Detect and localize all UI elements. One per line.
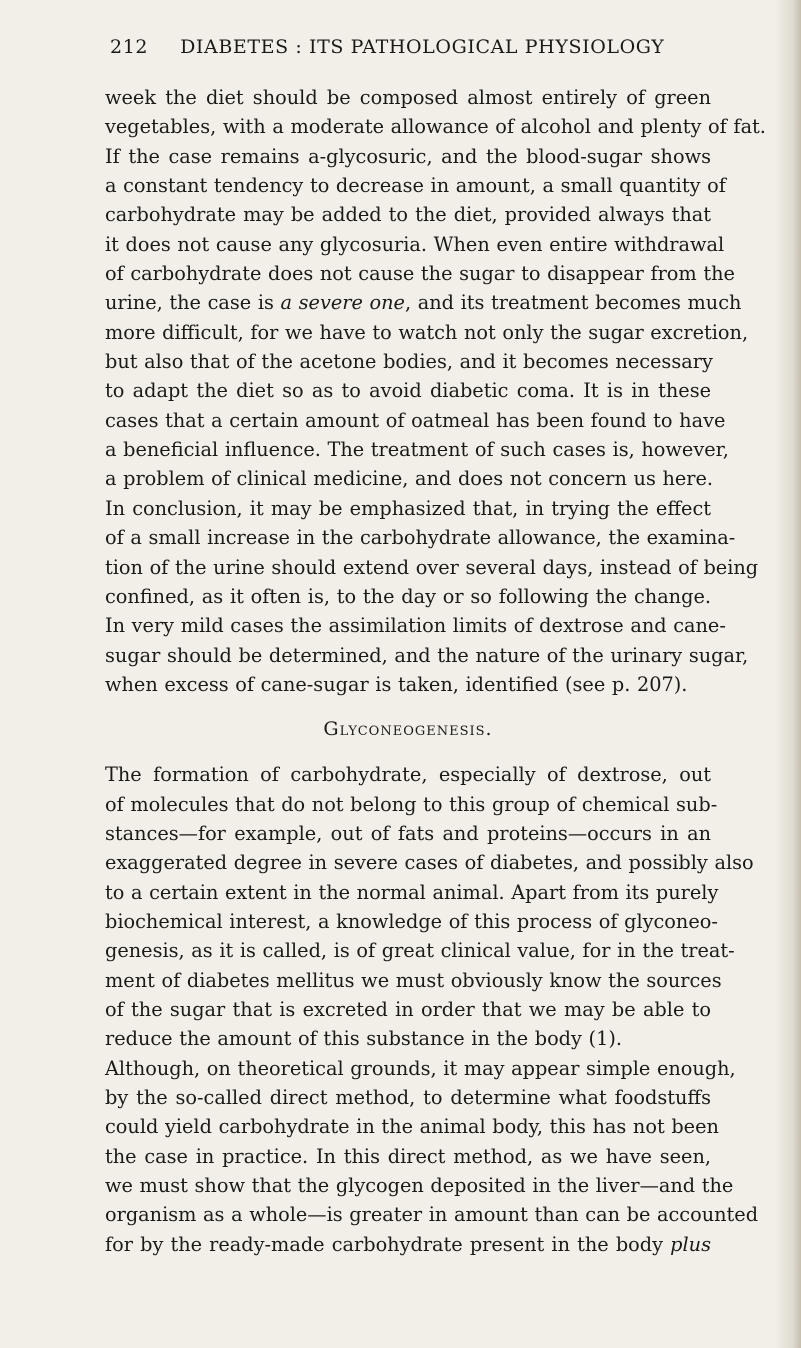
italic-text: plus — [670, 1232, 711, 1256]
running-header — [110, 36, 710, 58]
text-line — [105, 288, 742, 317]
text-line: tion of the urine should extend over several days, instead of being — [105, 555, 759, 579]
text-line: it does not cause any glycosuria. When even entire withdrawal — [105, 232, 725, 256]
text-line: could yield carbohydrate in the animal body, this has not been — [105, 1115, 719, 1139]
text-line: carbohydrate may be added to the diet, provided always that — [105, 203, 711, 227]
text-line: Although, on theoretical grounds, it may appear simple enough, — [105, 1056, 736, 1080]
text-line: confined, as it often is, to the day or so following the change. — [105, 584, 711, 608]
text-segment: , and its treatment becomes much — [404, 291, 742, 315]
text-line: of carbohydrate does not cause the sugar to disappear from the — [105, 262, 735, 286]
text-line: the case in practice. In this direct method, as we have seen, — [105, 1144, 711, 1168]
text-line: sugar should be determined, and the nature of the urinary sugar, — [105, 643, 749, 667]
page-number: 212 — [110, 36, 149, 58]
text-line: vegetables, with a moderate allowance of alcohol and plenty of fat. — [105, 115, 766, 139]
page-body — [105, 83, 766, 1259]
text-line: biochemical interest, a knowledge of this process of glyconeo- — [105, 909, 718, 933]
text-line — [105, 1230, 711, 1259]
text-line: The formation of carbohydrate, especially of dextrose, out — [105, 763, 711, 787]
text-line: cases that a certain amount of oatmeal has been found to have — [105, 408, 726, 432]
text-line: organism as a whole—is greater in amount than can be accounted — [105, 1203, 759, 1227]
text-line: to a certain extent in the normal animal. Apart from its purely — [105, 880, 719, 904]
text-line: by the so-called direct method, to determine what foodstuffs — [105, 1086, 711, 1109]
section-heading: Glyconeogenesis. — [323, 718, 493, 741]
text-line: of molecules that do not belong to this group of chemical sub- — [105, 792, 718, 816]
text-line: In very mild cases the assimilation limits of dextrose and cane- — [105, 614, 726, 638]
running-title: DIABETES : ITS PATHOLOGICAL PHYSIOLOGY — [180, 36, 665, 58]
text-line: of a small increase in the carbohydrate allowance, the examina- — [105, 526, 736, 550]
text-segment: urine, the case is — [105, 291, 281, 315]
text-line: ment of diabetes mellitus we must obviously know the sources — [105, 968, 722, 992]
text-line: a beneficial influence. The treatment of such cases is, however, — [105, 438, 729, 462]
text-line: when excess of cane-sugar is taken, identified (see p. 207). — [105, 672, 688, 696]
text-segment: for by the ready-made carbohydrate present in the body — [105, 1232, 671, 1256]
text-line: to adapt the diet so as to avoid diabetic coma. It is in these — [105, 379, 711, 403]
text-line: a problem of clinical medicine, and does not concern us here. — [105, 467, 714, 491]
text-line: reduce the amount of this substance in the body (1). — [105, 1027, 622, 1051]
text-line: but also that of the acetone bodies, and it becomes necessary — [105, 350, 713, 374]
text-line: more difficult, for we have to watch not only the sugar excretion, — [105, 320, 749, 344]
text-line: of the sugar that is excreted in order that we may be able to — [105, 997, 711, 1021]
text-line: genesis, as it is called, is of great clinical value, for in the treat- — [105, 939, 735, 963]
italic-text: a severe one — [280, 291, 405, 315]
paragraph-block-before — [105, 83, 766, 699]
text-line: exaggerated degree in severe cases of diabetes, and possibly also — [105, 851, 754, 875]
text-line: If the case remains a-glycosuric, and the blood-sugar shows — [105, 144, 711, 168]
text-line: we must show that the glycogen deposited in the liver—and the — [105, 1174, 734, 1198]
page-edge-shadow — [775, 0, 801, 1348]
text-line: a constant tendency to decrease in amount, a small quantity of — [105, 174, 726, 198]
paragraph-block-after — [105, 760, 759, 1259]
text-line: week the diet should be composed almost entirely of green — [105, 86, 711, 109]
text-line: In conclusion, it may be emphasized that, in trying the effect — [105, 496, 711, 520]
text-line: stances—for example, out of fats and proteins—occurs in an — [105, 821, 711, 845]
